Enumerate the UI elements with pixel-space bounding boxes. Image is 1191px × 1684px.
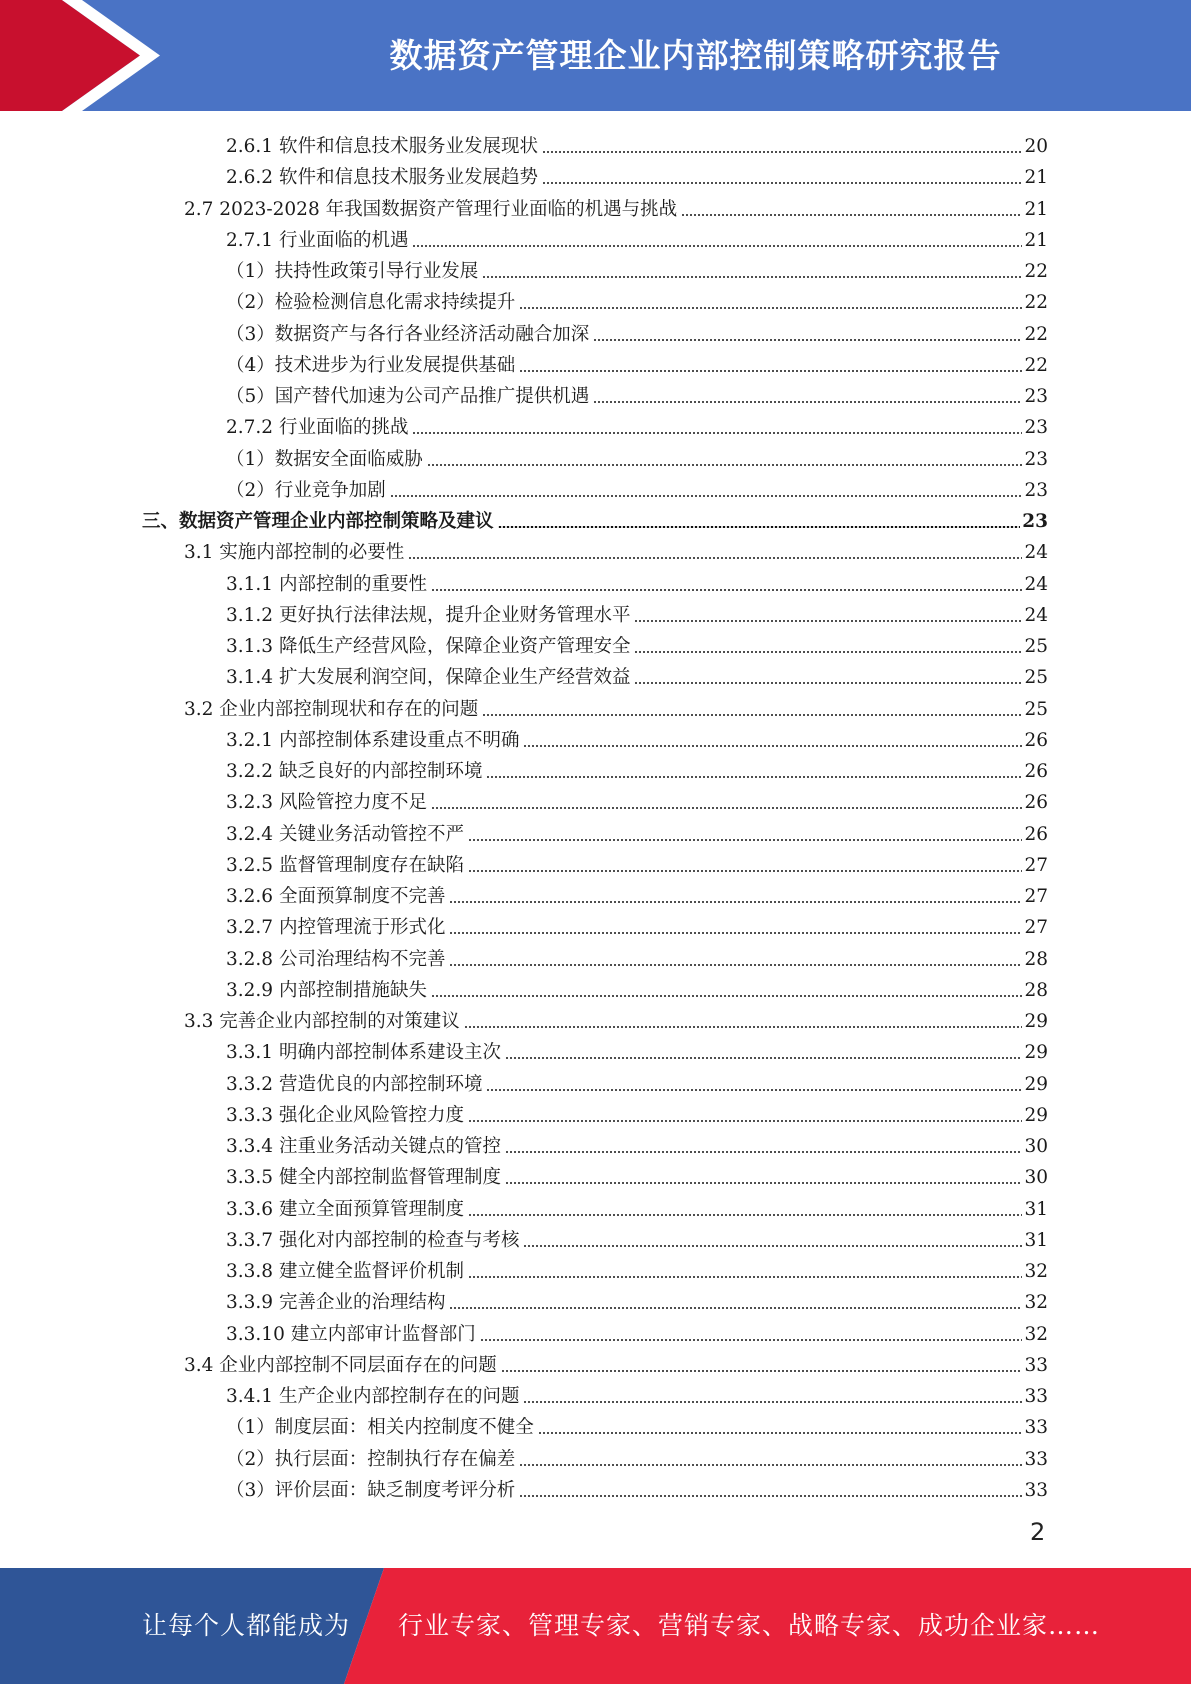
footer-slogan-right: 行业专家、管理专家、营销专家、战略专家、成功企业家……: [398, 1611, 1101, 1640]
toc-entry[interactable]: [226, 752, 1048, 783]
toc-entry-title: 3.2 企业内部控制现状和存在的问题: [184, 698, 479, 720]
toc-dot-leader: [505, 1057, 1022, 1059]
toc-entry-page-number: 30: [1024, 1136, 1048, 1157]
toc-entry[interactable]: [184, 533, 1048, 564]
toc-dot-leader: [523, 745, 1022, 747]
toc-entry[interactable]: [226, 908, 1048, 939]
toc-entry[interactable]: [226, 815, 1048, 846]
toc-entry-page-number: 24: [1024, 542, 1048, 564]
toc-entry-page-number: 24: [1024, 604, 1048, 626]
toc-entry-title: （1）数据安全面临威胁: [226, 448, 423, 470]
toc-dot-leader: [449, 1307, 1022, 1309]
toc-entry[interactable]: [226, 283, 1048, 314]
document-title: 数据资产管理企业内部控制策略研究报告: [389, 36, 1002, 75]
toc-entry[interactable]: [226, 346, 1048, 377]
toc-entry-page-number: 23: [1024, 417, 1048, 439]
toc-entry-title: 3.4.1 生产企业内部控制存在的问题: [226, 1386, 520, 1407]
toc-entry-title: 3.1.4 扩大发展利润空间，保障企业生产经营效益: [226, 667, 631, 689]
toc-entry[interactable]: [226, 596, 1048, 627]
toc-entry-title: 3.2.8 公司治理结构不完善: [226, 948, 446, 970]
toc-entry-page-number: 22: [1024, 292, 1048, 314]
toc-entry-title: 3.2.9 内部控制措施缺失: [226, 979, 427, 1001]
toc-entry-page-number: 22: [1024, 261, 1048, 282]
toc-entry[interactable]: [226, 1377, 1048, 1408]
toc-entry-title: 2.7 2023-2028 年我国数据资产管理行业面临的机遇与挑战: [184, 198, 678, 220]
toc-dot-leader: [681, 214, 1022, 216]
toc-entry-page-number: 33: [1024, 1448, 1048, 1470]
toc-entry[interactable]: [226, 1033, 1048, 1064]
toc-entry-page-number: 33: [1024, 1417, 1048, 1439]
toc-entry[interactable]: [226, 471, 1048, 502]
toc-dot-leader: [390, 495, 1023, 497]
toc-entry-page-number: 30: [1024, 1167, 1048, 1189]
toc-entry-page-number: 32: [1024, 1261, 1048, 1282]
footer-slogan-left: 让每个人都能成为: [142, 1611, 351, 1640]
toc-entry-page-number: 26: [1024, 729, 1048, 751]
toc-entry-page-number: 29: [1024, 1104, 1048, 1126]
toc-entry-title: 3.1.3 降低生产经营风险，保障企业资产管理安全: [226, 636, 631, 657]
toc-entry[interactable]: [184, 1002, 1048, 1033]
toc-dot-leader: [593, 401, 1022, 403]
toc-entry-title: 3.2.2 缺乏良好的内部控制环境: [226, 761, 483, 782]
toc-dot-leader: [431, 995, 1022, 997]
toc-entry-page-number: 27: [1024, 854, 1048, 876]
toc-entry-title: 3.1.1 内部控制的重要性: [226, 573, 427, 595]
toc-entry-page-number: 26: [1024, 761, 1048, 782]
toc-entry[interactable]: [226, 971, 1048, 1002]
toc-entry-page-number: 33: [1024, 1479, 1048, 1501]
toc-dot-leader: [468, 870, 1022, 872]
toc-dot-leader: [523, 1245, 1022, 1247]
toc-dot-leader: [542, 151, 1022, 153]
toc-entry[interactable]: [226, 1471, 1048, 1502]
toc-entry-title: （2）检验检测信息化需求持续提升: [226, 292, 516, 314]
toc-dot-leader: [486, 776, 1022, 778]
toc-entry-page-number: 32: [1024, 1323, 1048, 1345]
toc-entry[interactable]: [226, 1158, 1048, 1189]
toc-dot-leader: [501, 1370, 1023, 1372]
page-number: 2: [1030, 1518, 1046, 1546]
toc-entry[interactable]: [226, 877, 1048, 908]
toc-dot-leader: [464, 1026, 1023, 1028]
toc-entry-title: （5）国产替代加速为公司产品推广提供机遇: [226, 386, 590, 407]
toc-entry[interactable]: [226, 1283, 1048, 1314]
toc-entry-title: （1）制度层面：相关内控制度不健全: [226, 1417, 534, 1439]
toc-entry-title: 3.3.6 建立全面预算管理制度: [226, 1198, 464, 1220]
toc-entry-page-number: 25: [1024, 698, 1048, 720]
toc-entry[interactable]: [226, 940, 1048, 971]
page-header: [0, 0, 1191, 111]
toc-entry[interactable]: [226, 440, 1048, 471]
toc-dot-leader: [468, 1276, 1022, 1278]
toc-entry[interactable]: [226, 1190, 1048, 1221]
toc-dot-leader: [412, 245, 1022, 247]
toc-entry-title: 2.6.2 软件和信息技术服务业发展趋势: [226, 167, 538, 189]
toc-entry-page-number: 23: [1024, 386, 1048, 407]
toc-entry-title: 3.2.7 内控管理流于形式化: [226, 917, 446, 939]
toc-entry-page-number: 31: [1024, 1229, 1048, 1251]
toc-dot-leader: [519, 1464, 1022, 1466]
toc-entry-page-number: 23: [1022, 511, 1048, 532]
toc-entry-page-number: 23: [1024, 479, 1048, 501]
toc-entry-title: （1）扶持性政策引导行业发展: [226, 261, 479, 282]
toc-entry[interactable]: [226, 1440, 1048, 1471]
toc-entry-title: 3.3.7 强化对内部控制的检查与考核: [226, 1229, 520, 1251]
toc-dot-leader: [519, 1495, 1022, 1497]
toc-entry-title: （3）数据资产与各行各业经济活动融合加深: [226, 323, 590, 345]
toc-entry[interactable]: [226, 783, 1048, 814]
toc-dot-leader: [593, 339, 1022, 341]
toc-dot-leader: [486, 1089, 1022, 1091]
toc-entry-page-number: 27: [1024, 917, 1048, 939]
toc-entry-page-number: 22: [1024, 354, 1048, 376]
toc-entry-title: 2.7.2 行业面临的挑战: [226, 417, 409, 439]
toc-entry[interactable]: [226, 158, 1048, 189]
toc-dot-leader: [449, 964, 1022, 966]
toc-entry-page-number: 28: [1024, 948, 1048, 970]
toc-dot-leader: [468, 1120, 1022, 1122]
toc-entry-title: 3.3.2 营造优良的内部控制环境: [226, 1073, 483, 1095]
toc-dot-leader: [482, 714, 1022, 716]
toc-entry-title: 三、数据资产管理企业内部控制策略及建议: [142, 511, 494, 532]
toc-entry-title: 3.4 企业内部控制不同层面存在的问题: [184, 1354, 497, 1376]
toc-dot-leader: [468, 1214, 1022, 1216]
toc-dot-leader: [634, 651, 1022, 653]
toc-entry-title: 3.3.5 健全内部控制监督管理制度: [226, 1167, 501, 1189]
toc-dot-leader: [412, 432, 1022, 434]
toc-entry-page-number: 29: [1024, 1073, 1048, 1095]
toc-entry-page-number: 22: [1024, 323, 1048, 345]
toc-entry[interactable]: [226, 1096, 1048, 1127]
toc-entry-title: 3.3.10 建立内部审计监督部门: [226, 1323, 476, 1345]
toc-entry[interactable]: [226, 658, 1048, 689]
toc-entry-title: 2.6.1 软件和信息技术服务业发展现状: [226, 136, 538, 157]
toc-entry[interactable]: [226, 565, 1048, 596]
toc-entry[interactable]: [226, 1252, 1048, 1283]
toc-entry-page-number: 24: [1024, 573, 1048, 595]
toc-entry-title: 3.3.9 完善企业的治理结构: [226, 1292, 446, 1314]
toc-dot-leader: [449, 932, 1022, 934]
toc-dot-leader: [634, 620, 1022, 622]
toc-dot-leader: [519, 370, 1022, 372]
toc-entry[interactable]: [226, 315, 1048, 346]
toc-dot-leader: [449, 901, 1022, 903]
toc-entry-page-number: 27: [1024, 886, 1048, 907]
toc-entry-title: 3.3 完善企业内部控制的对策建议: [184, 1011, 460, 1032]
toc-entry-title: 3.2.1 内部控制体系建设重点不明确: [226, 729, 520, 751]
toc-entry-title: 3.3.8 建立健全监督评价机制: [226, 1261, 464, 1282]
toc-entry-page-number: 33: [1024, 1386, 1048, 1407]
toc-entry-page-number: 29: [1024, 1042, 1048, 1064]
toc-entry-page-number: 25: [1024, 636, 1048, 657]
toc-entry[interactable]: [226, 627, 1048, 658]
toc-entry-page-number: 25: [1024, 667, 1048, 689]
page-footer: [0, 1568, 1191, 1684]
toc-dot-leader: [519, 307, 1022, 309]
toc-entry-page-number: 20: [1024, 136, 1048, 157]
toc-dot-leader: [634, 682, 1022, 684]
toc-entry-title: 3.2.5 监督管理制度存在缺陷: [226, 854, 464, 876]
toc-entry[interactable]: [142, 502, 1048, 533]
toc-dot-leader: [523, 1401, 1022, 1403]
toc-entry-page-number: 33: [1024, 1354, 1048, 1376]
toc-entry-title: 3.1.2 更好执行法律法规，提升企业财务管理水平: [226, 604, 631, 626]
toc-entry[interactable]: [226, 1065, 1048, 1096]
toc-entry[interactable]: [226, 377, 1048, 408]
toc-dot-leader: [498, 526, 1021, 528]
toc-dot-leader: [431, 807, 1022, 809]
toc-dot-leader: [468, 839, 1022, 841]
toc-entry-page-number: 23: [1024, 448, 1048, 470]
toc-entry[interactable]: [226, 127, 1048, 158]
toc-dot-leader: [542, 182, 1022, 184]
toc-entry-title: 3.2.6 全面预算制度不完善: [226, 886, 446, 907]
toc-entry[interactable]: [226, 1315, 1048, 1346]
toc-entry-title: （4）技术进步为行业发展提供基础: [226, 354, 516, 376]
toc-entry-page-number: 21: [1024, 167, 1048, 189]
toc-dot-leader: [480, 1339, 1023, 1341]
toc-entry-page-number: 21: [1024, 198, 1048, 220]
toc-dot-leader: [505, 1151, 1022, 1153]
toc-entry[interactable]: [184, 1346, 1048, 1377]
toc-entry-title: 3.1 实施内部控制的必要性: [184, 542, 405, 564]
toc-dot-leader: [408, 557, 1022, 559]
toc-entry-page-number: 26: [1024, 792, 1048, 814]
toc-entry-page-number: 29: [1024, 1011, 1048, 1032]
header-red-chevron: [0, 0, 140, 111]
toc-entry[interactable]: [226, 721, 1048, 752]
toc-dot-leader: [431, 589, 1022, 591]
toc-dot-leader: [482, 276, 1022, 278]
toc-entry-page-number: 26: [1024, 823, 1048, 845]
toc-entry-page-number: 28: [1024, 979, 1048, 1001]
toc-entry[interactable]: [226, 1127, 1048, 1158]
toc-entry[interactable]: [226, 846, 1048, 877]
toc-entry-title: 3.2.4 关键业务活动管控不严: [226, 823, 464, 845]
toc-dot-leader: [505, 1182, 1022, 1184]
toc-dot-leader: [427, 464, 1023, 466]
toc-entry-title: （2）行业竞争加剧: [226, 479, 386, 501]
toc-entry-title: （2）执行层面：控制执行存在偏差: [226, 1448, 516, 1470]
toc-entry-page-number: 32: [1024, 1292, 1048, 1314]
toc-entry[interactable]: [226, 252, 1048, 283]
toc-entry-title: 3.2.3 风险管控力度不足: [226, 792, 427, 814]
toc-entry[interactable]: [226, 1221, 1048, 1252]
toc-entry-title: 3.3.4 注重业务活动关键点的管控: [226, 1136, 501, 1157]
toc-entry-title: 3.3.1 明确内部控制体系建设主次: [226, 1042, 501, 1064]
toc-dot-leader: [538, 1432, 1023, 1434]
toc-entry-title: （3）评价层面：缺乏制度考评分析: [226, 1479, 516, 1501]
toc-entry-page-number: 31: [1024, 1198, 1048, 1220]
toc-entry[interactable]: [226, 221, 1048, 252]
toc-entry-title: 3.3.3 强化企业风险管控力度: [226, 1104, 464, 1126]
toc-entry[interactable]: [226, 1408, 1048, 1439]
toc-entry-page-number: 21: [1024, 229, 1048, 251]
toc-entry-title: 2.7.1 行业面临的机遇: [226, 229, 409, 251]
toc-entry[interactable]: [184, 690, 1048, 721]
toc-entry[interactable]: [184, 190, 1048, 221]
toc-entry[interactable]: [226, 408, 1048, 439]
